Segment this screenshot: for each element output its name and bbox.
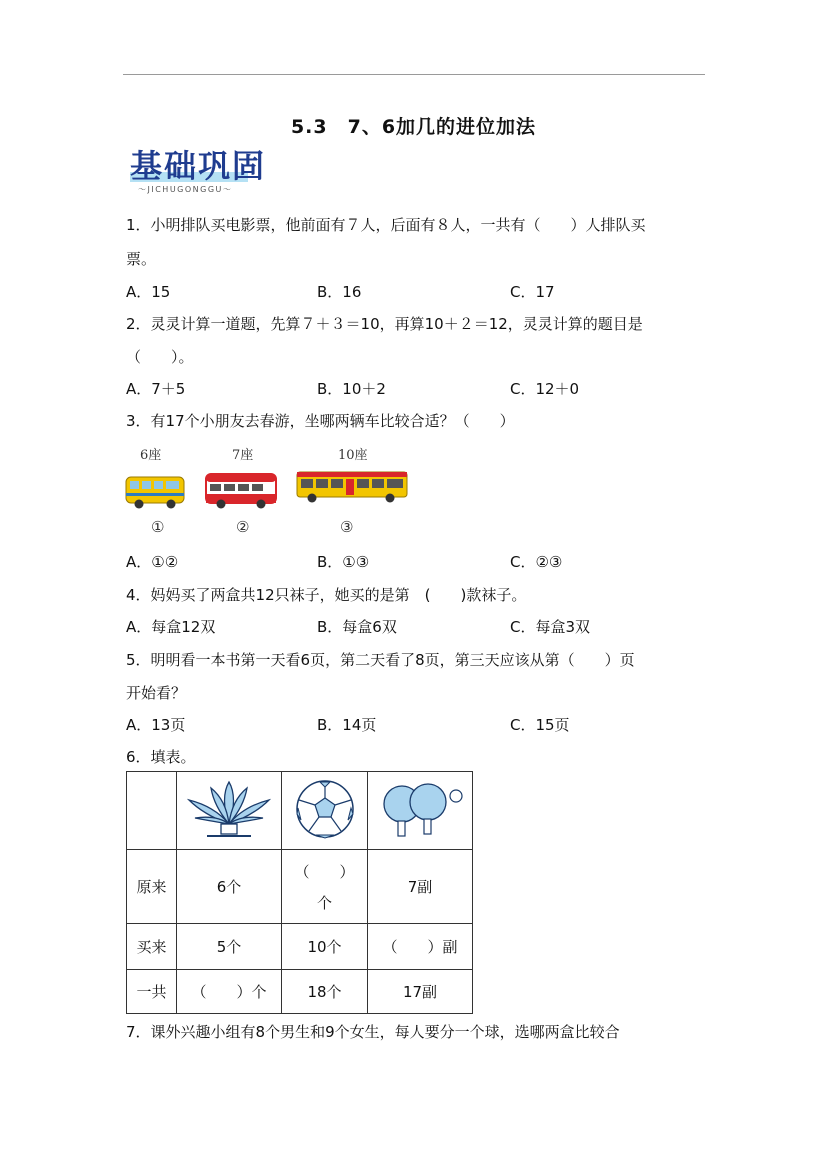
blank-parens: （ ） [294,862,355,881]
cell-original-plant: 6个 [177,850,282,924]
section-badge [130,147,280,196]
cell-total-plant[interactable]: （ ）个 [177,970,282,1014]
pingpong-paddles-icon [372,778,468,840]
unit-text: 个 [316,893,332,912]
table-header-plant [177,772,282,850]
long-bus-icon [296,470,408,504]
page-title: 5.3 7、6加几的进位加法 [290,116,537,138]
q5-option-a[interactable]: A．13页 [126,716,186,734]
row-label-bought: 买来 [127,924,177,970]
bus-3-seat-label: 10座 [338,448,368,463]
q4-option-b[interactable]: B．每盒6双 [317,618,397,636]
bus-1-number: ① [151,518,165,536]
bus-2-number: ② [236,518,250,536]
cell-original-football[interactable] [282,850,368,924]
row-label-total: 一共 [127,970,177,1014]
table-header-pingpong [368,772,473,850]
q5-text-line2: 开始看？ [126,684,187,702]
table-header-football [282,772,368,850]
football-icon [294,778,356,840]
cell-bought-football: 10个 [282,924,368,970]
cell-original-pingpong: 7副 [368,850,473,924]
q4-option-c[interactable]: C．每盒3双 [510,618,591,636]
q1-option-a[interactable]: A．15 [126,283,171,301]
q3-option-a[interactable]: A．①② [126,553,179,571]
q1-text-line2: 票。 [126,250,157,268]
potted-plant-icon [183,778,275,840]
cell-total-pingpong: 17副 [368,970,473,1014]
row-label-original: 原来 [127,850,177,924]
q1-text-line1: 1．小明排队买电影票，他前面有７人，后面有８人，一共有（ ）人排队买 [126,216,646,234]
small-bus-icon [125,474,185,510]
q2-option-c[interactable]: C．12＋0 [510,380,580,398]
badge-title: 基础巩固 [130,147,267,185]
q1-option-b[interactable]: B．16 [317,283,362,301]
bus-1-seat-label: 6座 [140,448,162,463]
q5-option-c[interactable]: C．15页 [510,716,570,734]
header-rule [123,74,705,75]
q6-text-line1: 6．填表。 [126,748,196,766]
q2-option-a[interactable]: A．7＋5 [126,380,186,398]
q5-text-line1: 5．明明看一本书第一天看6页，第二天看了8页，第三天应该从第（ ）页 [126,651,635,669]
bus-3-number: ③ [340,518,354,536]
q2-option-b[interactable]: B．10＋2 [317,380,386,398]
q5-option-b[interactable]: B．14页 [317,716,377,734]
double-decker-bus-icon [205,472,277,510]
table-corner-cell [127,772,177,850]
cell-bought-plant: 5个 [177,924,282,970]
q3-text-line1: 3．有17个小朋友去春游，坐哪两辆车比较合适？（ ） [126,412,515,430]
cell-bought-pingpong[interactable]: （ ）副 [368,924,473,970]
q2-text-line1: 2．灵灵计算一道题，先算７＋３＝10，再算10＋２＝12，灵灵计算的题目是 [126,315,643,333]
q4-option-a[interactable]: A．每盒12双 [126,618,216,636]
badge-subtitle: ～JICHUGONGGU～ [138,185,233,194]
bus-2-seat-label: 7座 [232,448,254,463]
q2-text-line2: （ ）。 [126,348,194,366]
cell-total-football: 18个 [282,970,368,1014]
q7-text-line1: 7．课外兴趣小组有8个男生和9个女生，每人要分一个球，选哪两盒比较合 [126,1023,620,1041]
q3-option-b[interactable]: B．①③ [317,553,370,571]
q4-text-line1: 4．妈妈买了两盒共12只袜子，她买的是第 ( )款袜子。 [126,586,527,604]
fill-in-table [126,771,473,1014]
q3-option-c[interactable]: C．②③ [510,553,563,571]
q1-option-c[interactable]: C．17 [510,283,555,301]
